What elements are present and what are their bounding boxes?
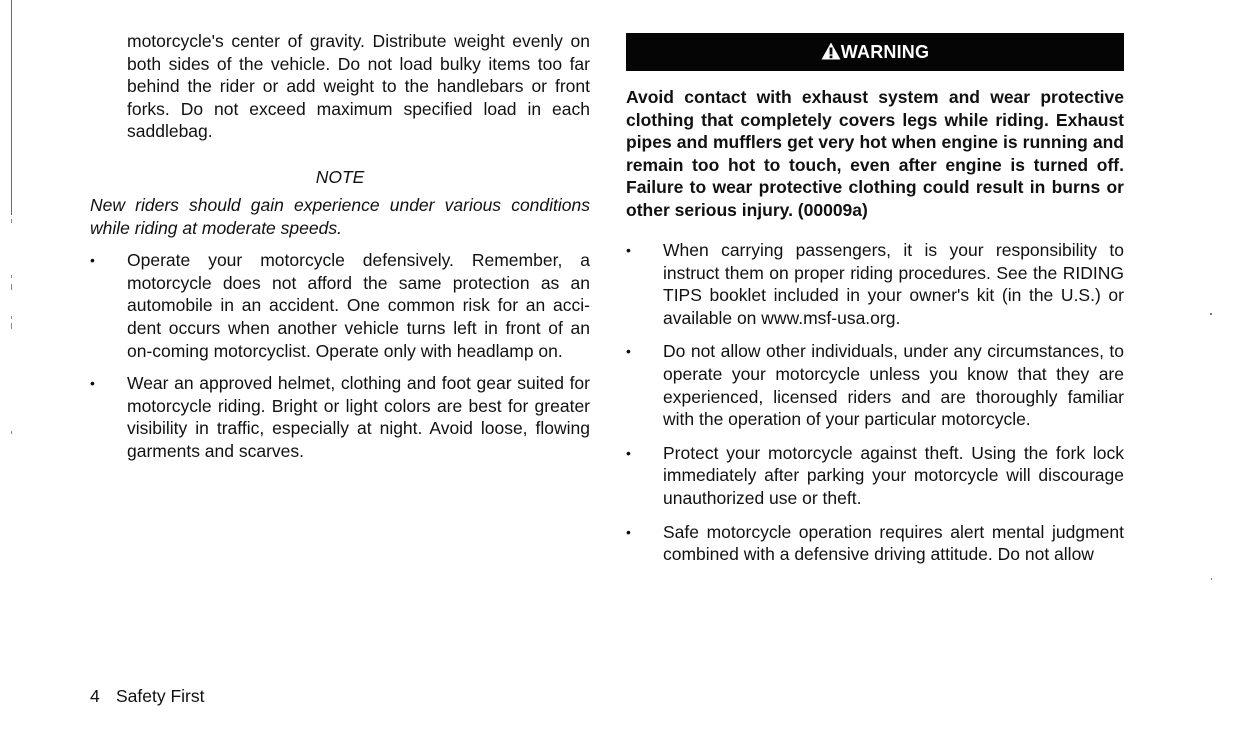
bullet-icon: • (626, 523, 631, 540)
warning-label: WARNING (840, 41, 930, 62)
scan-margin-mark (11, 316, 12, 319)
right-column (626, 33, 1124, 566)
list-item (90, 372, 590, 462)
section-title: Safety First (116, 686, 205, 706)
continued-paragraph: motorcycle's center of gravity. Distribute weight evenly on both sides of the vehicle. Do not load bulky items too far behind the rider or add weight to the handlebars or front forks. Do not exceed maximum specified load in each saddlebag. (127, 31, 590, 142)
bullet-icon: • (90, 252, 95, 269)
list-item (626, 239, 1124, 329)
bullet-icon: • (90, 375, 95, 392)
bullet-icon: • (626, 444, 631, 461)
scan-speck (1210, 313, 1212, 315)
scan-margin-mark (11, 275, 12, 278)
list-item (90, 249, 590, 362)
page-footer (90, 685, 205, 707)
page-number: 4 (90, 686, 100, 706)
scan-margin-mark (11, 219, 12, 223)
warning-triangle-icon (821, 42, 841, 60)
list-item (626, 442, 1124, 510)
bullet-icon: • (626, 343, 631, 360)
note-text: New riders should gain experience under various conditions while riding at moderate speeds. (90, 194, 590, 238)
list-item-text: Safe motorcycle operation requires alert mental judgment combined with a defensive driving attitude. Do not allow (663, 521, 1124, 565)
scan-margin-mark (11, 284, 12, 290)
scan-margin-mark (11, 323, 12, 329)
list-item-text: When carrying passengers, it is your responsibility to instruct them on proper riding procedures. See the RIDING TIPS booklet included in your owner's kit (in the U.S.) or available on www.msf-usa.org. (663, 240, 1124, 328)
scan-margin-mark (11, 431, 12, 434)
list-item-text: Do not allow other individuals, under any circumstances, to operate your motorcycle unless you know that they are experienced, licensed riders and are thoroughly familiar with the operation of your particular motorcycle. (663, 341, 1124, 430)
list-item-text: Protect your motorcycle against theft. Using the fork lock immediately after parking your motorcycle will discourage unauthorized use or theft. (663, 442, 1124, 508)
warning-text: Avoid contact with exhaust system and wear protective clothing that completely covers legs while riding. Exhaust pipes and mufflers get very hot when engine is running and remain too hot to touch, even after engine is turned off. Failure to wear protective clothing could result in burns or other serious injury. (00009a) (626, 87, 1124, 220)
left-bullet-list (90, 249, 590, 462)
scan-speck (1211, 578, 1212, 580)
scan-margin-line (11, 0, 12, 215)
list-item (626, 521, 1124, 566)
note-heading: NOTE (315, 166, 365, 187)
list-item-text: Operate your motorcycle defensively. Remember, a motorcycle does not afford the same protection as an automobile in an accident. One common risk for an acci-dent occurs when another vehicle turns left in front of an on-coming motorcyclist. Operate only with headlamp on. (127, 250, 590, 361)
bullet-icon: • (626, 242, 631, 259)
left-column (90, 30, 590, 463)
warning-banner (626, 33, 1124, 71)
right-bullet-list (626, 239, 1124, 566)
list-item (626, 340, 1124, 430)
list-item-text: Wear an approved helmet, clothing and foot gear suited for motorcycle riding. Bright or light colors are best for greater visibility in traffic, especially at night. Avoid loose, flowing garments and scarves. (127, 373, 590, 461)
